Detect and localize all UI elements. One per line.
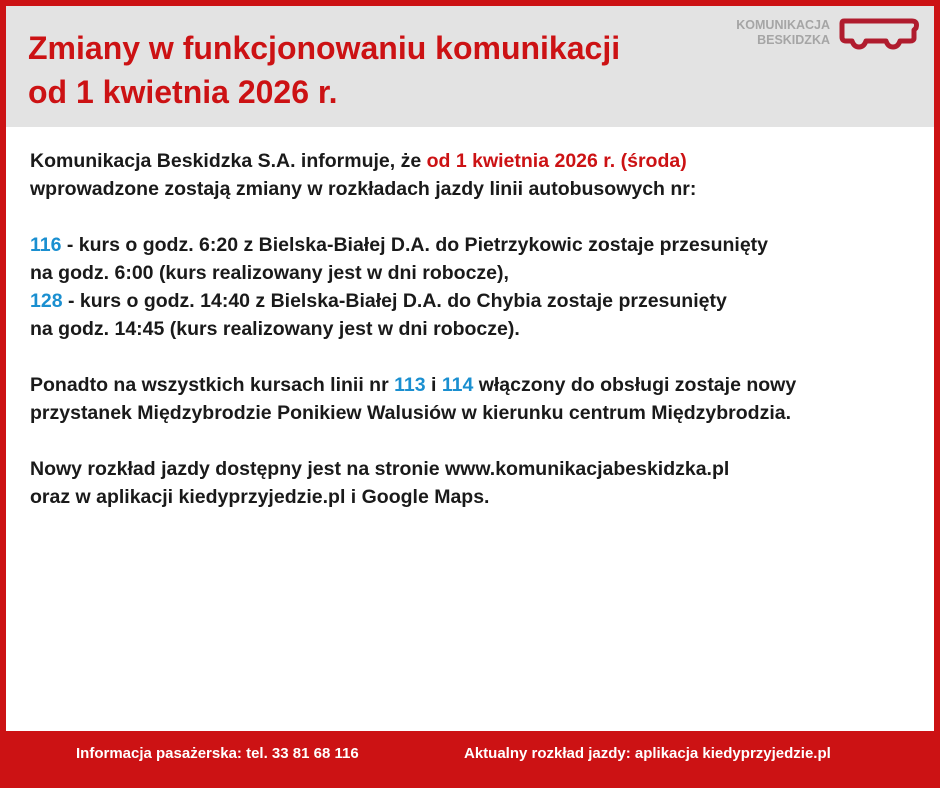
- footer-timetable: Aktualny rozkład jazdy: aplikacja kiedyprzyjedzie.pl: [464, 745, 831, 762]
- changes-list: [30, 231, 796, 343]
- title-line-1: Zmiany w funkcjonowaniu komunikacji: [28, 30, 621, 66]
- logo-line-2: BESKIDZKA: [757, 33, 830, 47]
- logo-text: [736, 18, 830, 48]
- intro-text-2: wprowadzone zostają zmiany w rozkładach jazdy linii autobusowych nr:: [30, 178, 697, 200]
- page-title: [28, 26, 620, 114]
- change-text: na godz. 6:00 (kurs realizowany jest w dni robocze),: [30, 262, 509, 284]
- extra-paragraph: [30, 371, 796, 427]
- info-text: Nowy rozkład jazdy dostępny jest na stronie www.komunikacjabeskidzka.pl: [30, 458, 730, 480]
- logo-line-1: KOMUNIKACJA: [736, 18, 830, 32]
- notice-body: [30, 147, 796, 539]
- line-number: 116: [30, 234, 62, 256]
- footer-phone: Informacja pasażerska: tel. 33 81 68 116: [76, 745, 359, 762]
- info-paragraph: [30, 455, 796, 511]
- extra-text: włączony do obsługi zostaje nowy: [473, 374, 797, 396]
- intro-text: Komunikacja Beskidzka S.A. informuje, że: [30, 150, 427, 172]
- extra-text: Ponadto na wszystkich kursach linii nr: [30, 374, 395, 396]
- line-number: 114: [441, 374, 474, 396]
- intro-paragraph: [30, 147, 796, 203]
- title-line-2: od 1 kwietnia 2026 r.: [28, 74, 338, 110]
- footer: [0, 731, 940, 788]
- effective-date: od 1 kwietnia 2026 r. (środa): [426, 150, 687, 172]
- extra-text: przystanek Międzybrodzie Ponikiew Walusiów w kierunku centrum Międzybrodzia.: [30, 402, 792, 424]
- change-text: - kurs o godz. 14:40 z Bielska-Białej D.A. do Chybia zostaje przesunięty: [62, 290, 727, 312]
- change-text: na godz. 14:45 (kurs realizowany jest w dni robocze).: [30, 318, 520, 340]
- line-number: 113: [394, 374, 426, 396]
- line-number: 128: [30, 290, 63, 312]
- extra-text: i: [425, 374, 442, 396]
- bus-logo-icon: [838, 16, 920, 50]
- change-text: - kurs o godz. 6:20 z Bielska-Białej D.A. do Pietrzykowic zostaje przesunięty: [61, 234, 769, 256]
- header: [6, 6, 934, 127]
- logo: [736, 16, 920, 50]
- notice-panel: [6, 6, 934, 731]
- info-text: oraz w aplikacji kiedyprzyjedzie.pl i Google Maps.: [30, 486, 490, 508]
